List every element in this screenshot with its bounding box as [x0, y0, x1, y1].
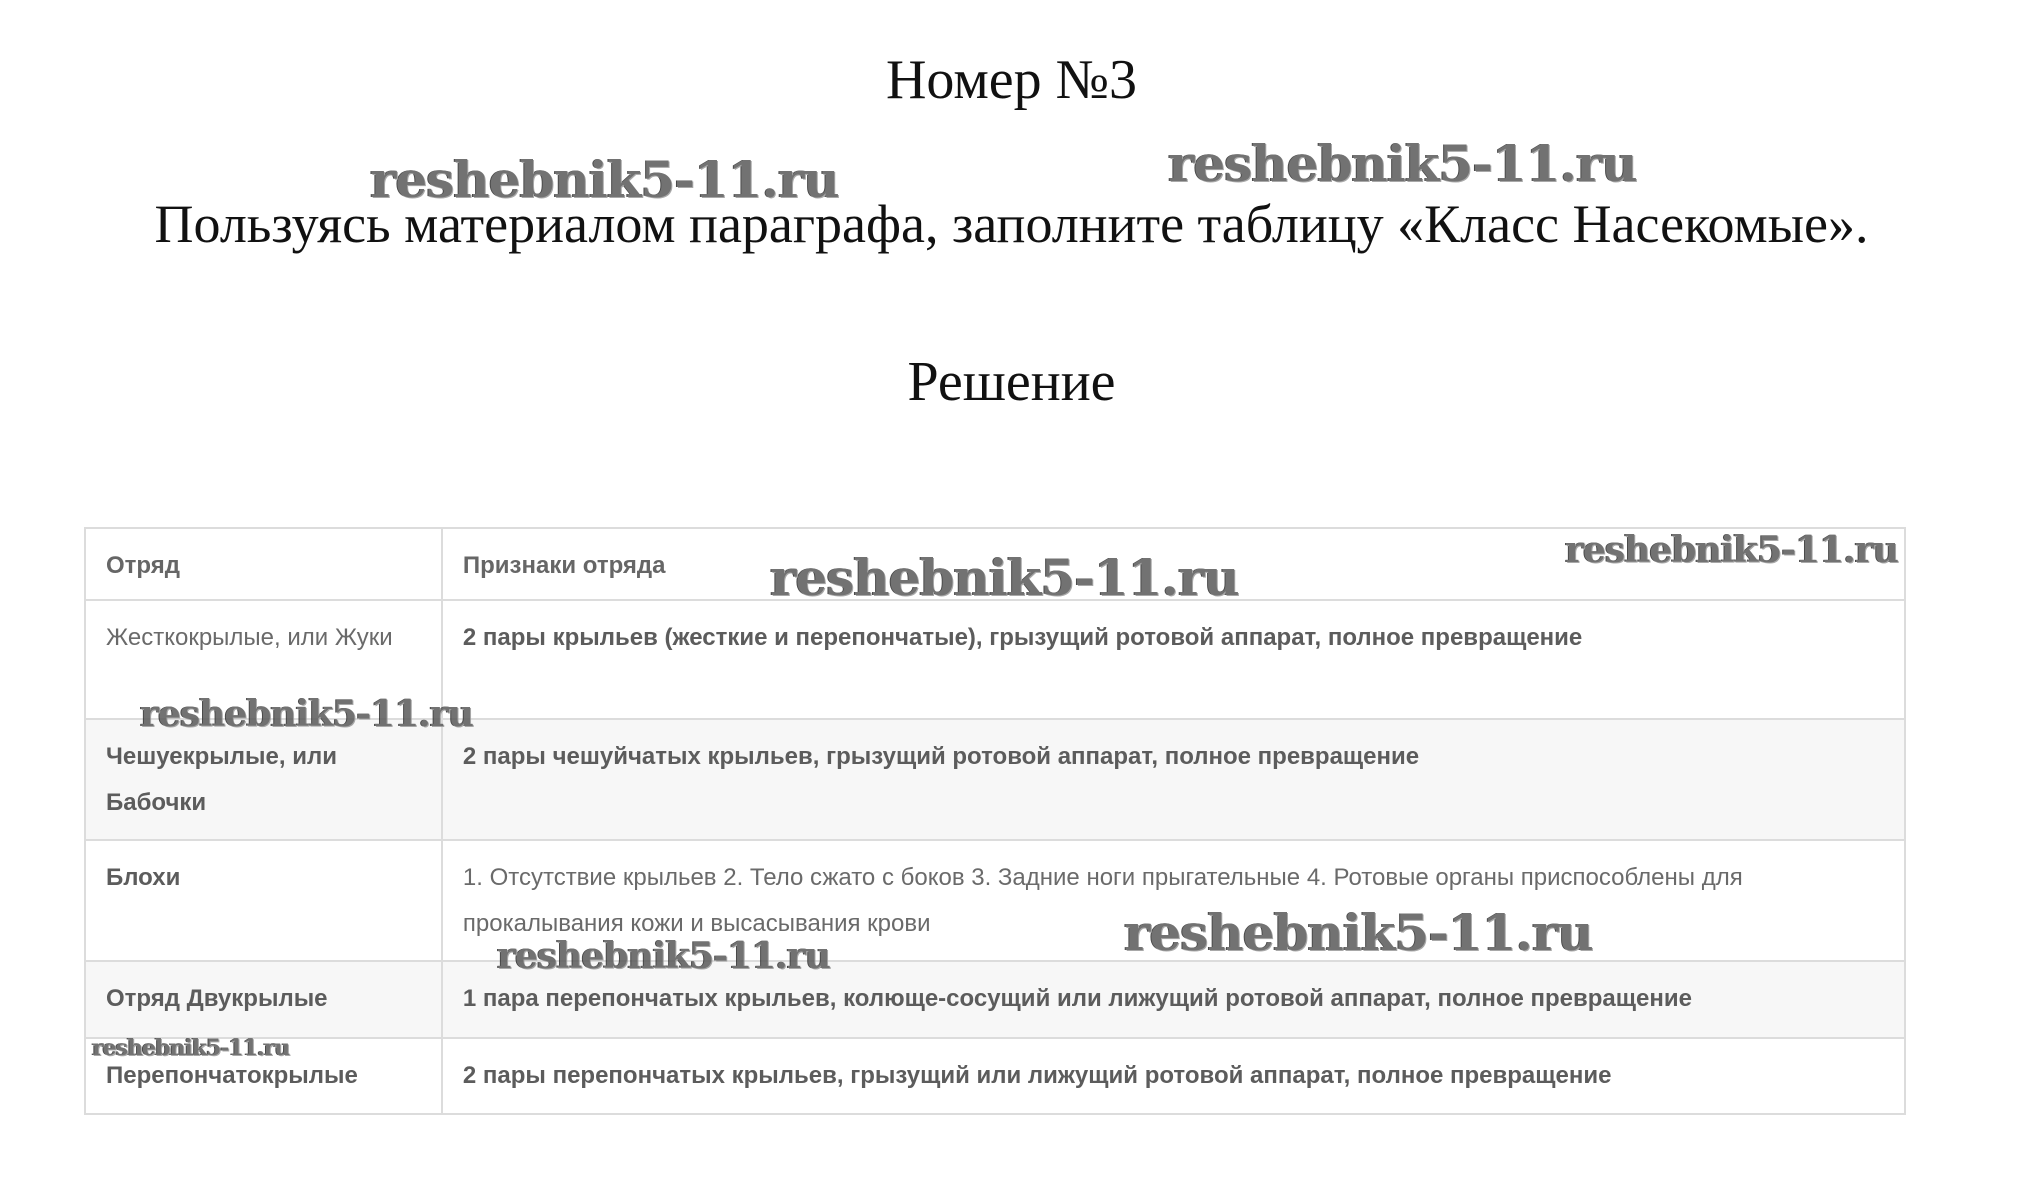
solution-title: Решение [907, 351, 1116, 413]
watermark: reshebnik5-11.ru [1565, 529, 1898, 571]
table-row [85, 1038, 1905, 1114]
table-row [85, 600, 1905, 719]
insect-orders-table [84, 527, 1906, 1115]
traits-cell: 2 пары крыльев (жесткие и перепончатые), грызущий ротовой аппарат, полное превращение [442, 600, 1905, 719]
watermark: reshebnik5-11.ru [370, 150, 839, 209]
watermark: reshebnik5-11.ru [497, 935, 830, 977]
traits-cell: 1. Отсутствие крыльев 2. Тело сжато с боков 3. Задние ноги прыгательные 4. Ротовые органы приспособлены для прокалывания кожи и высасывания крови [442, 840, 1905, 961]
task-number-title: Номер №3 [885, 49, 1138, 111]
table-row [85, 961, 1905, 1038]
watermark: reshebnik5-11.ru [770, 548, 1239, 607]
traits-cell: 2 пары перепончатых крыльев, грызущий или лижущий ротовой аппарат, полное превращение [442, 1038, 1905, 1114]
traits-cell: 1 пара перепончатых крыльев, колюще-сосущий или лижущий ротовой аппарат, полное превращение [442, 961, 1905, 1038]
column-header-order: Отряд [85, 528, 442, 600]
order-cell: Блохи [85, 840, 442, 961]
watermark: reshebnik5-11.ru [1168, 134, 1637, 193]
order-cell: Отряд Двукрылые [85, 961, 442, 1038]
column-header-traits: Признаки отряда [442, 528, 1905, 600]
task-instruction: Пользуясь материалом параграфа, заполните таблицу «Класс Насекомые». [154, 194, 1869, 254]
watermark: reshebnik5-11.ru [1124, 903, 1593, 962]
watermark: reshebnik5-11.ru [140, 693, 473, 735]
order-cell: Жесткокрылые, или Жуки [85, 600, 442, 719]
watermark: reshebnik5-11.ru [92, 1035, 290, 1061]
insect-orders-table-container [84, 527, 1906, 1115]
table-row [85, 719, 1905, 840]
order-cell: Чешуекрылые, или Бабочки [85, 719, 442, 840]
traits-cell: 2 пары чешуйчатых крыльев, грызущий ротовой аппарат, полное превращение [442, 719, 1905, 840]
table-row [85, 840, 1905, 961]
order-cell: Перепончатокрылые [85, 1038, 442, 1114]
table-header-row [85, 528, 1905, 600]
